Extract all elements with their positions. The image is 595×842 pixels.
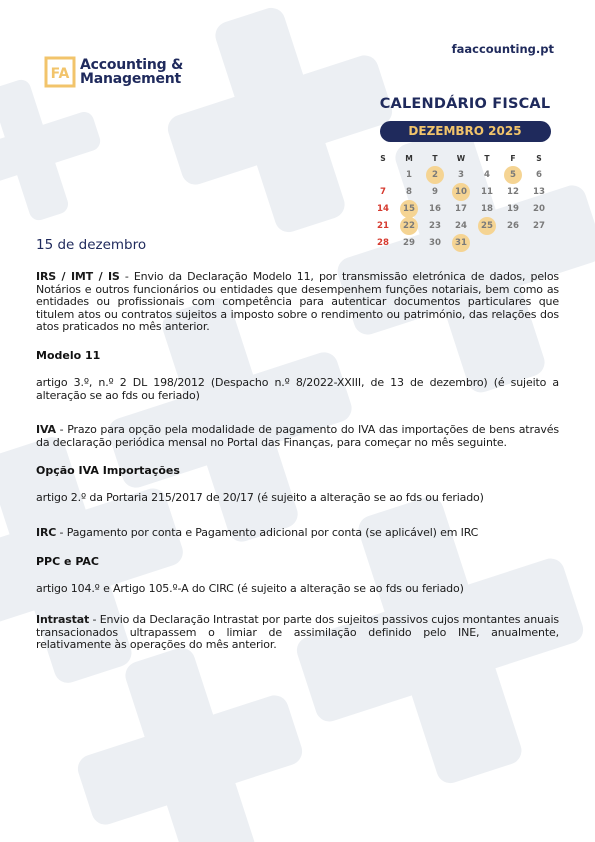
calendar-day-highlighted: 22 — [399, 217, 419, 235]
calendar-day: 3 — [458, 170, 464, 180]
weekday-label: W — [456, 154, 466, 163]
calendar-day: 19 — [507, 204, 519, 214]
item-title: IRS / IMT / IS — [36, 270, 120, 283]
item-irs-description — [36, 271, 559, 334]
item-title: Intrastat — [36, 613, 90, 627]
item-text: - Pagamento por conta e Pagamento adicional por conta (se aplicável) em IRC — [56, 525, 479, 539]
calendar-day: 20 — [533, 204, 545, 214]
item-text: - Prazo para opção pela modalidade de pagamento do IVA das importações de bens através da declaração periódica mensal no Portal das Finanças, para começar no mês seguinte. — [36, 423, 559, 449]
item-iva-description — [36, 424, 559, 449]
calendar-day-highlighted: 31 — [451, 234, 471, 252]
item-reference: artigo 3.º, n.º 2 DL 198/2012 (Despacho n.º 8/2022-XXIII, de 13 de dezembro) (é sujeito a alteração se ao fds ou feriado) — [36, 375, 559, 402]
brand-name — [80, 58, 183, 86]
calendar-day: 23 — [429, 221, 441, 231]
item-subheading: Modelo 11 — [36, 348, 101, 362]
item-subheading: Opção IVA Importações — [36, 464, 180, 478]
calendar-day: 11 — [481, 187, 493, 197]
calendar-day: 1 — [406, 170, 412, 180]
calendar-day: 12 — [507, 187, 519, 197]
item-title: IRC — [36, 525, 57, 539]
calendar-day: 21 — [377, 221, 389, 231]
weekday-label: T — [484, 154, 490, 163]
item-intrastat-description — [36, 614, 559, 652]
calendar-day-highlighted: 25 — [477, 217, 497, 235]
calendar-day: 17 — [455, 204, 467, 214]
calendar-day: 7 — [380, 187, 386, 197]
calendar-day-highlighted: 2 — [425, 166, 445, 184]
item-reference: artigo 2.º da Portaria 215/2017 de 20/17 (é sujeito a alteração se ao fds ou feriado) — [36, 491, 484, 505]
weekday-label: M — [405, 154, 413, 163]
calendar-day: 29 — [403, 238, 415, 248]
item-reference: artigo 104.º e Artigo 105.º-A do CIRC (é sujeito a alteração se ao fds ou feriado) — [36, 581, 464, 595]
calendar-day: 8 — [406, 187, 412, 197]
item-text: - Envio da Declaração Modelo 11, por transmissão eletrónica de dados, pelos Notários e outros funcionários ou entidades que desempenhem funções notariais, bem como as entidades ou profissionais com competência para autenticar documentos particulares que titulem atos ou contratos sujeitos a imposto sobre o rendimento ou património, das relações dos atos praticados no mês anterior. — [36, 270, 559, 334]
calendar-month-badge: DEZEMBRO 2025 — [380, 121, 551, 142]
svg-text:FA: FA — [50, 66, 70, 82]
weekday-label: T — [432, 154, 438, 163]
calendar-day: 13 — [533, 187, 545, 197]
brand-name-line2: Management — [80, 71, 182, 87]
item-text: - Envio da Declaração Intrastat por parte dos sujeitos passivos cujos montantes anuais transacionados ultrapassem o limiar de assimilação definido pelo INE, anualmente, relativamente às operações do mês anterior. — [36, 613, 559, 652]
calendar-day: 26 — [507, 221, 519, 231]
item-title: IVA — [36, 423, 56, 437]
fa-logo-icon — [44, 56, 76, 88]
calendar-day-highlighted: 5 — [503, 166, 523, 184]
main-content — [36, 237, 559, 652]
calendar-day: 4 — [484, 170, 490, 180]
calendar-day: 18 — [481, 204, 493, 214]
calendar-day: 27 — [533, 221, 545, 231]
weekday-label: F — [510, 154, 516, 163]
calendar-day: 9 — [432, 187, 438, 197]
fiscal-calendar — [370, 96, 560, 248]
item-irc-description — [36, 527, 559, 540]
brand-name-line1: Accounting & — [80, 57, 184, 73]
brand-logo — [44, 56, 183, 88]
calendar-day: 6 — [536, 170, 542, 180]
calendar-day: 30 — [429, 238, 441, 248]
calendar-day: 16 — [429, 204, 441, 214]
website-link[interactable]: faaccounting.pt — [451, 42, 554, 56]
item-subheading: PPC e PAC — [36, 554, 99, 568]
calendar-day-highlighted: 10 — [451, 183, 471, 201]
calendar-day: 14 — [377, 204, 389, 214]
calendar-day: 28 — [377, 238, 389, 248]
calendar-day-highlighted: 15 — [399, 200, 419, 218]
calendar-day: 24 — [455, 221, 467, 231]
weekday-label: S — [380, 154, 386, 163]
weekday-label: S — [536, 154, 542, 163]
calendar-title: CALENDÁRIO FISCAL — [379, 96, 551, 112]
date-heading: 15 de dezembro — [36, 237, 147, 253]
